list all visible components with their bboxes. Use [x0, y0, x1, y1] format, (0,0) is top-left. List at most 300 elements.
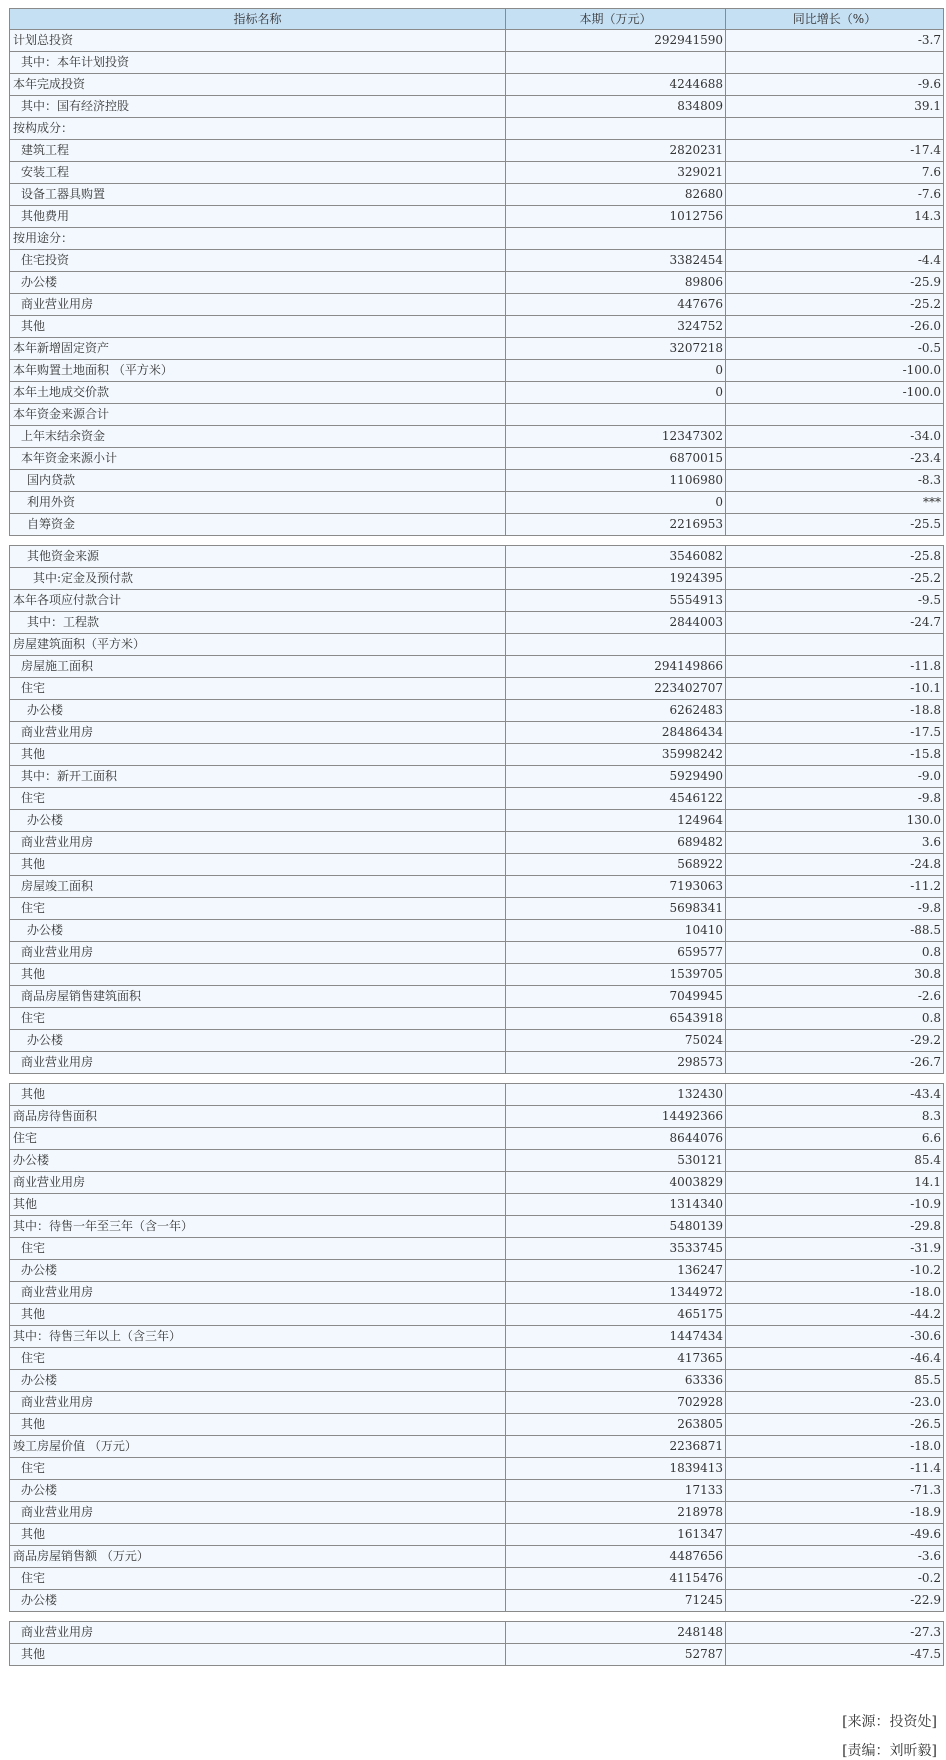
indicator-name-cell: 住宅: [10, 1568, 506, 1590]
table-row: [10, 1622, 944, 1644]
table-row: [10, 722, 944, 744]
indicator-name-cell: 商品房待售面积: [10, 1106, 506, 1128]
yoy-growth-cell: 3.6: [726, 832, 944, 854]
indicator-name-cell: 办公楼: [10, 1590, 506, 1612]
editor-note: [责编：刘昕毅]: [842, 1743, 937, 1759]
current-value-cell: 10410: [506, 920, 726, 942]
yoy-growth-cell: -3.6: [726, 1546, 944, 1568]
current-value-cell: 465175: [506, 1304, 726, 1326]
table-body: [10, 30, 944, 1666]
indicator-name-cell: 计划总投资: [10, 30, 506, 52]
yoy-growth-cell: -15.8: [726, 744, 944, 766]
indicator-name-cell: 住宅: [10, 1348, 506, 1370]
indicator-name-cell: 商业营业用房: [10, 294, 506, 316]
current-value-cell: 52787: [506, 1644, 726, 1666]
yoy-growth-cell: -25.2: [726, 568, 944, 590]
table-row: [10, 1458, 944, 1480]
indicator-name-cell: 其他: [10, 854, 506, 876]
header-current-period: 本期（万元）: [506, 9, 726, 30]
current-value-cell: 3207218: [506, 338, 726, 360]
current-value-cell: [506, 228, 726, 250]
yoy-growth-cell: -24.8: [726, 854, 944, 876]
yoy-growth-cell: -18.8: [726, 700, 944, 722]
yoy-growth-cell: 0.8: [726, 942, 944, 964]
current-value-cell: 4546122: [506, 788, 726, 810]
current-value-cell: [506, 52, 726, 74]
yoy-growth-cell: -100.0: [726, 360, 944, 382]
yoy-growth-cell: [726, 228, 944, 250]
table-row: [10, 1084, 944, 1106]
indicator-name-cell: 其中：新开工面积: [10, 766, 506, 788]
yoy-growth-cell: [726, 404, 944, 426]
yoy-growth-cell: -18.0: [726, 1282, 944, 1304]
yoy-growth-cell: -100.0: [726, 382, 944, 404]
yoy-growth-cell: -49.6: [726, 1524, 944, 1546]
yoy-growth-cell: -25.9: [726, 272, 944, 294]
indicator-name-cell: 按用途分：: [10, 228, 506, 250]
table-row: [10, 338, 944, 360]
table-row: [10, 426, 944, 448]
table-row: [10, 1370, 944, 1392]
current-value-cell: 218978: [506, 1502, 726, 1524]
table-row: [10, 1326, 944, 1348]
table-row: [10, 1030, 944, 1052]
table-row: [10, 766, 944, 788]
indicator-name-cell: 本年购置土地面积 （平方米）: [10, 360, 506, 382]
table-row: [10, 1414, 944, 1436]
indicator-name-cell: 其他: [10, 1084, 506, 1106]
table-row: [10, 634, 944, 656]
indicator-name-cell: 国内贷款: [10, 470, 506, 492]
indicator-name-cell: 住宅投资: [10, 250, 506, 272]
indicator-name-cell: 设备工器具购置: [10, 184, 506, 206]
indicator-name-cell: 其他: [10, 1304, 506, 1326]
yoy-growth-cell: -29.2: [726, 1030, 944, 1052]
yoy-growth-cell: ***: [726, 492, 944, 514]
current-value-cell: 263805: [506, 1414, 726, 1436]
yoy-growth-cell: -17.4: [726, 140, 944, 162]
current-value-cell: 28486434: [506, 722, 726, 744]
current-value-cell: 89806: [506, 272, 726, 294]
table-row: [10, 1052, 944, 1074]
current-value-cell: 82680: [506, 184, 726, 206]
yoy-growth-cell: [726, 52, 944, 74]
indicator-name-cell: 商品房屋销售建筑面积: [10, 986, 506, 1008]
indicator-name-cell: 其他: [10, 1194, 506, 1216]
indicator-name-cell: 商业营业用房: [10, 1172, 506, 1194]
yoy-growth-cell: -0.5: [726, 338, 944, 360]
indicator-name-cell: 本年资金来源小计: [10, 448, 506, 470]
yoy-growth-cell: -9.8: [726, 898, 944, 920]
yoy-growth-cell: -10.2: [726, 1260, 944, 1282]
current-value-cell: 12347302: [506, 426, 726, 448]
current-value-cell: 5554913: [506, 590, 726, 612]
yoy-growth-cell: -25.5: [726, 514, 944, 536]
indicator-name-cell: 其他: [10, 964, 506, 986]
table-row: [10, 1644, 944, 1666]
current-value-cell: 6543918: [506, 1008, 726, 1030]
table-row: [10, 656, 944, 678]
current-value-cell: 834809: [506, 96, 726, 118]
current-value-cell: 223402707: [506, 678, 726, 700]
table-row: [10, 118, 944, 140]
table-row: [10, 1260, 944, 1282]
current-value-cell: 3533745: [506, 1238, 726, 1260]
yoy-growth-cell: 85.5: [726, 1370, 944, 1392]
table-row: [10, 700, 944, 722]
source-note: [来源：投资处]: [842, 1714, 937, 1730]
indicator-name-cell: 本年资金来源合计: [10, 404, 506, 426]
yoy-growth-cell: -11.8: [726, 656, 944, 678]
current-value-cell: 324752: [506, 316, 726, 338]
yoy-growth-cell: -9.5: [726, 590, 944, 612]
indicator-name-cell: 自筹资金: [10, 514, 506, 536]
yoy-growth-cell: -0.2: [726, 1568, 944, 1590]
indicator-name-cell: 本年土地成交价款: [10, 382, 506, 404]
indicator-name-cell: 商业营业用房: [10, 942, 506, 964]
indicator-name-cell: 住宅: [10, 1128, 506, 1150]
indicator-name-cell: 住宅: [10, 788, 506, 810]
indicator-name-cell: 商业营业用房: [10, 1502, 506, 1524]
current-value-cell: 6870015: [506, 448, 726, 470]
yoy-growth-cell: -22.9: [726, 1590, 944, 1612]
table-section-gap: [10, 1074, 944, 1084]
yoy-growth-cell: -10.1: [726, 678, 944, 700]
yoy-growth-cell: -44.2: [726, 1304, 944, 1326]
current-value-cell: 292941590: [506, 30, 726, 52]
current-value-cell: 4487656: [506, 1546, 726, 1568]
indicator-name-cell: 办公楼: [10, 1150, 506, 1172]
yoy-growth-cell: -23.0: [726, 1392, 944, 1414]
current-value-cell: 4244688: [506, 74, 726, 96]
table-row: [10, 52, 944, 74]
table-row: [10, 1436, 944, 1458]
table-row: [10, 184, 944, 206]
header-indicator-name: 指标名称: [10, 9, 506, 30]
table-row: [10, 1304, 944, 1326]
stats-table-container: [9, 8, 943, 1666]
indicator-name-cell: 商业营业用房: [10, 1282, 506, 1304]
current-value-cell: 329021: [506, 162, 726, 184]
current-value-cell: 1539705: [506, 964, 726, 986]
yoy-growth-cell: -30.6: [726, 1326, 944, 1348]
table-row: [10, 1502, 944, 1524]
table-section-gap: [10, 1612, 944, 1622]
yoy-growth-cell: 39.1: [726, 96, 944, 118]
current-value-cell: 1012756: [506, 206, 726, 228]
table-row: [10, 920, 944, 942]
indicator-name-cell: 商业营业用房: [10, 1622, 506, 1644]
current-value-cell: 5698341: [506, 898, 726, 920]
table-row: [10, 1008, 944, 1030]
yoy-growth-cell: -25.2: [726, 294, 944, 316]
table-row: [10, 250, 944, 272]
yoy-growth-cell: -29.8: [726, 1216, 944, 1238]
current-value-cell: 530121: [506, 1150, 726, 1172]
yoy-growth-cell: -43.4: [726, 1084, 944, 1106]
indicator-name-cell: 安装工程: [10, 162, 506, 184]
current-value-cell: 75024: [506, 1030, 726, 1052]
table-row: [10, 96, 944, 118]
table-row: [10, 140, 944, 162]
indicator-name-cell: 房屋建筑面积（平方米）: [10, 634, 506, 656]
indicator-name-cell: 住宅: [10, 678, 506, 700]
yoy-growth-cell: -4.4: [726, 250, 944, 272]
table-row: [10, 74, 944, 96]
yoy-growth-cell: -11.4: [726, 1458, 944, 1480]
current-value-cell: 0: [506, 492, 726, 514]
current-value-cell: 2216953: [506, 514, 726, 536]
yoy-growth-cell: -23.4: [726, 448, 944, 470]
yoy-growth-cell: -9.0: [726, 766, 944, 788]
yoy-growth-cell: -31.9: [726, 1238, 944, 1260]
table-row: [10, 1172, 944, 1194]
current-value-cell: 4003829: [506, 1172, 726, 1194]
yoy-growth-cell: -71.3: [726, 1480, 944, 1502]
current-value-cell: 71245: [506, 1590, 726, 1612]
table-row: [10, 162, 944, 184]
table-section-gap-cell: [10, 1074, 944, 1084]
table-row: [10, 382, 944, 404]
table-section-gap-cell: [10, 1612, 944, 1622]
yoy-growth-cell: -18.9: [726, 1502, 944, 1524]
current-value-cell: 2236871: [506, 1436, 726, 1458]
current-value-cell: 689482: [506, 832, 726, 854]
yoy-growth-cell: -47.5: [726, 1644, 944, 1666]
current-value-cell: 1924395: [506, 568, 726, 590]
table-section-gap-cell: [10, 536, 944, 546]
table-row: [10, 272, 944, 294]
table-row: [10, 986, 944, 1008]
indicator-name-cell: 其他: [10, 744, 506, 766]
table-row: [10, 30, 944, 52]
current-value-cell: 248148: [506, 1622, 726, 1644]
current-value-cell: [506, 634, 726, 656]
table-header-row: [10, 9, 944, 30]
current-value-cell: 7193063: [506, 876, 726, 898]
table-row: [10, 678, 944, 700]
current-value-cell: 1839413: [506, 1458, 726, 1480]
yoy-growth-cell: -9.6: [726, 74, 944, 96]
yoy-growth-cell: [726, 118, 944, 140]
current-value-cell: 3382454: [506, 250, 726, 272]
table-row: [10, 404, 944, 426]
indicator-name-cell: 按构成分：: [10, 118, 506, 140]
current-value-cell: [506, 118, 726, 140]
indicator-name-cell: 办公楼: [10, 1260, 506, 1282]
table-row: [10, 1348, 944, 1370]
table-row: [10, 788, 944, 810]
table-row: [10, 1194, 944, 1216]
table-row: [10, 1392, 944, 1414]
yoy-growth-cell: -26.5: [726, 1414, 944, 1436]
yoy-growth-cell: 130.0: [726, 810, 944, 832]
indicator-name-cell: 其他: [10, 1414, 506, 1436]
indicator-name-cell: 其他: [10, 1524, 506, 1546]
indicator-name-cell: 本年新增固定资产: [10, 338, 506, 360]
indicator-name-cell: 商业营业用房: [10, 722, 506, 744]
current-value-cell: 659577: [506, 942, 726, 964]
table-row: [10, 206, 944, 228]
current-value-cell: 7049945: [506, 986, 726, 1008]
table-row: [10, 876, 944, 898]
table-row: [10, 1546, 944, 1568]
indicator-name-cell: 其中：本年计划投资: [10, 52, 506, 74]
table-row: [10, 1106, 944, 1128]
current-value-cell: 0: [506, 382, 726, 404]
table-row: [10, 744, 944, 766]
current-value-cell: 1344972: [506, 1282, 726, 1304]
current-value-cell: 1106980: [506, 470, 726, 492]
table-row: [10, 360, 944, 382]
table-row: [10, 854, 944, 876]
indicator-name-cell: 住宅: [10, 1008, 506, 1030]
current-value-cell: 4115476: [506, 1568, 726, 1590]
indicator-name-cell: 其他费用: [10, 206, 506, 228]
indicator-name-cell: 住宅: [10, 898, 506, 920]
yoy-growth-cell: 85.4: [726, 1150, 944, 1172]
indicator-name-cell: 其中:定金及预付款: [10, 568, 506, 590]
indicator-name-cell: 商业营业用房: [10, 1052, 506, 1074]
stats-table: [9, 8, 944, 1666]
table-row: [10, 1238, 944, 1260]
table-row: [10, 1128, 944, 1150]
table-row: [10, 470, 944, 492]
yoy-growth-cell: -88.5: [726, 920, 944, 942]
current-value-cell: 568922: [506, 854, 726, 876]
indicator-name-cell: 房屋施工面积: [10, 656, 506, 678]
yoy-growth-cell: -46.4: [726, 1348, 944, 1370]
current-value-cell: 14492366: [506, 1106, 726, 1128]
table-row: [10, 492, 944, 514]
current-value-cell: 3546082: [506, 546, 726, 568]
header-yoy-growth: 同比增长（%）: [726, 9, 944, 30]
yoy-growth-cell: -3.7: [726, 30, 944, 52]
indicator-name-cell: 其中：工程款: [10, 612, 506, 634]
yoy-growth-cell: -2.6: [726, 986, 944, 1008]
current-value-cell: 298573: [506, 1052, 726, 1074]
indicator-name-cell: 房屋竣工面积: [10, 876, 506, 898]
yoy-growth-cell: 8.3: [726, 1106, 944, 1128]
current-value-cell: 136247: [506, 1260, 726, 1282]
current-value-cell: 0: [506, 360, 726, 382]
current-value-cell: 702928: [506, 1392, 726, 1414]
yoy-growth-cell: 7.6: [726, 162, 944, 184]
table-row: [10, 316, 944, 338]
yoy-growth-cell: -8.3: [726, 470, 944, 492]
table-row: [10, 942, 944, 964]
yoy-growth-cell: [726, 634, 944, 656]
indicator-name-cell: 办公楼: [10, 1370, 506, 1392]
table-row: [10, 1590, 944, 1612]
table-row: [10, 228, 944, 250]
yoy-growth-cell: 6.6: [726, 1128, 944, 1150]
current-value-cell: 161347: [506, 1524, 726, 1546]
table-row: [10, 898, 944, 920]
yoy-growth-cell: -9.8: [726, 788, 944, 810]
indicator-name-cell: 本年完成投资: [10, 74, 506, 96]
current-value-cell: 6262483: [506, 700, 726, 722]
table-row: [10, 612, 944, 634]
yoy-growth-cell: -27.3: [726, 1622, 944, 1644]
current-value-cell: 1447434: [506, 1326, 726, 1348]
current-value-cell: 2844003: [506, 612, 726, 634]
current-value-cell: 124964: [506, 810, 726, 832]
indicator-name-cell: 办公楼: [10, 272, 506, 294]
indicator-name-cell: 竣工房屋价值 （万元）: [10, 1436, 506, 1458]
current-value-cell: 8644076: [506, 1128, 726, 1150]
indicator-name-cell: 办公楼: [10, 920, 506, 942]
table-row: [10, 964, 944, 986]
yoy-growth-cell: -7.6: [726, 184, 944, 206]
current-value-cell: 5929490: [506, 766, 726, 788]
table-row: [10, 1150, 944, 1172]
current-value-cell: 63336: [506, 1370, 726, 1392]
yoy-growth-cell: -26.7: [726, 1052, 944, 1074]
yoy-growth-cell: 14.1: [726, 1172, 944, 1194]
yoy-growth-cell: 0.8: [726, 1008, 944, 1030]
indicator-name-cell: 其他资金来源: [10, 546, 506, 568]
indicator-name-cell: 其中：待售一年至三年（含一年）: [10, 1216, 506, 1238]
indicator-name-cell: 商业营业用房: [10, 832, 506, 854]
table-row: [10, 1282, 944, 1304]
current-value-cell: [506, 404, 726, 426]
table-row: [10, 590, 944, 612]
indicator-name-cell: 上年末结余资金: [10, 426, 506, 448]
current-value-cell: 17133: [506, 1480, 726, 1502]
indicator-name-cell: 其他: [10, 1644, 506, 1666]
table-row: [10, 810, 944, 832]
yoy-growth-cell: -10.9: [726, 1194, 944, 1216]
indicator-name-cell: 住宅: [10, 1458, 506, 1480]
indicator-name-cell: 住宅: [10, 1238, 506, 1260]
yoy-growth-cell: -24.7: [726, 612, 944, 634]
yoy-growth-cell: -25.8: [726, 546, 944, 568]
yoy-growth-cell: -11.2: [726, 876, 944, 898]
current-value-cell: 5480139: [506, 1216, 726, 1238]
table-section-gap: [10, 536, 944, 546]
current-value-cell: 132430: [506, 1084, 726, 1106]
indicator-name-cell: 商品房屋销售额 （万元）: [10, 1546, 506, 1568]
current-value-cell: 35998242: [506, 744, 726, 766]
table-row: [10, 1216, 944, 1238]
current-value-cell: 294149866: [506, 656, 726, 678]
yoy-growth-cell: -17.5: [726, 722, 944, 744]
yoy-growth-cell: 30.8: [726, 964, 944, 986]
table-row: [10, 1524, 944, 1546]
current-value-cell: 447676: [506, 294, 726, 316]
table-row: [10, 1568, 944, 1590]
yoy-growth-cell: 14.3: [726, 206, 944, 228]
table-row: [10, 1480, 944, 1502]
indicator-name-cell: 利用外资: [10, 492, 506, 514]
current-value-cell: 1314340: [506, 1194, 726, 1216]
indicator-name-cell: 其中：国有经济控股: [10, 96, 506, 118]
indicator-name-cell: 办公楼: [10, 810, 506, 832]
indicator-name-cell: 办公楼: [10, 700, 506, 722]
indicator-name-cell: 本年各项应付款合计: [10, 590, 506, 612]
indicator-name-cell: 办公楼: [10, 1480, 506, 1502]
yoy-growth-cell: -18.0: [726, 1436, 944, 1458]
table-row: [10, 546, 944, 568]
table-row: [10, 514, 944, 536]
indicator-name-cell: 其中：待售三年以上（含三年）: [10, 1326, 506, 1348]
indicator-name-cell: 办公楼: [10, 1030, 506, 1052]
indicator-name-cell: 商业营业用房: [10, 1392, 506, 1414]
table-row: [10, 832, 944, 854]
yoy-growth-cell: -26.0: [726, 316, 944, 338]
current-value-cell: 2820231: [506, 140, 726, 162]
